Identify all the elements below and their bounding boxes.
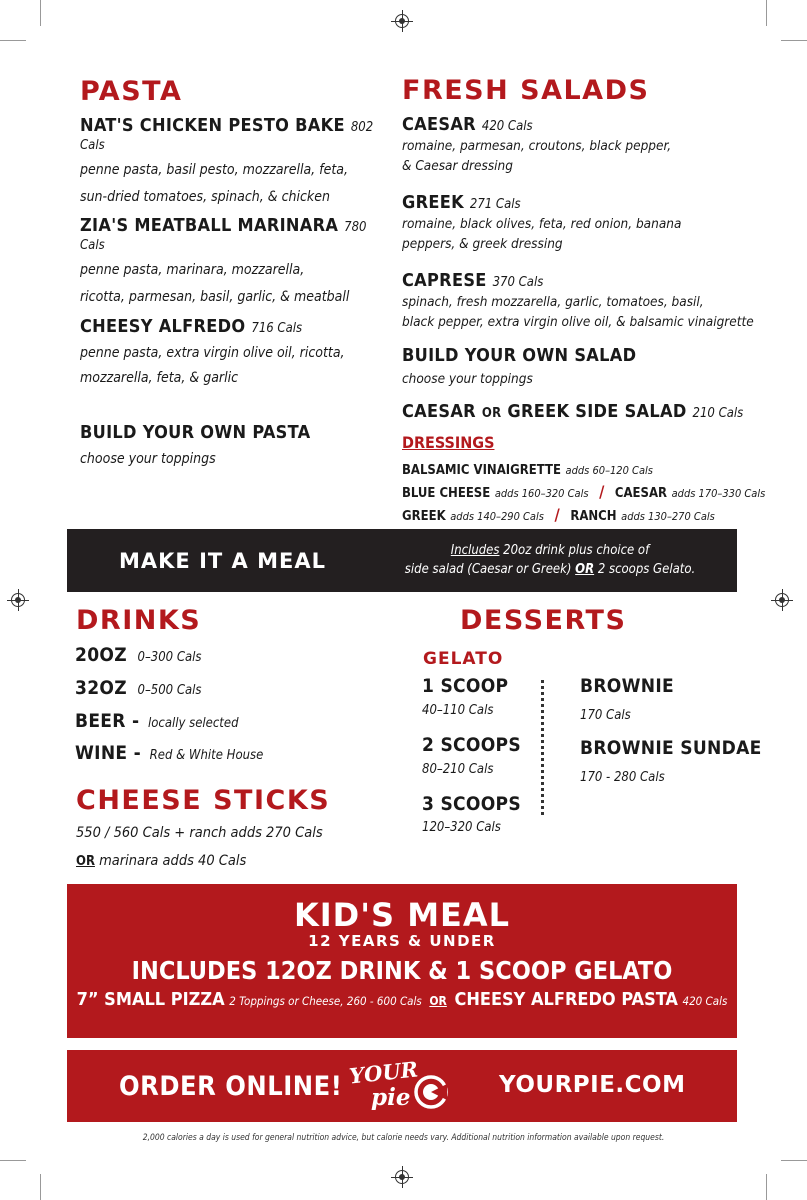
item-name: ZIA'S MEATBALL MARINARA 780 Cals [80,215,367,253]
pasta-item [80,318,390,389]
item-description: romaine, parmesan, croutons, black pepper, [402,138,672,154]
crop-mark [781,1160,807,1161]
cheese-sticks-marinara: OR marinara adds 40 Cals [76,853,247,869]
order-online-banner [67,1050,737,1122]
pasta-heading: PASTA [80,76,183,107]
salad-item [402,347,762,389]
meal-banner [67,529,737,592]
item-description: & Caesar dressing [402,158,513,174]
salad-item [402,194,762,254]
item-name: BUILD YOUR OWN SALAD [402,345,637,366]
drinks-heading: DRINKS [76,605,202,636]
dressing-row: BLUE CHEESE adds 160–320 Cals / CAESAR adds 170–330 Cals [402,482,766,501]
gelato-item: 3 SCOOPS 120–320 Cals [422,793,521,835]
drink-item: BEER - locally selected [75,710,239,732]
registration-mark-icon [395,14,409,28]
dressing-row: BALSAMIC VINAIGRETTE adds 60–120 Cals [402,463,653,478]
item-description: mozzarella, feta, & garlic [80,370,239,386]
item-name: GREEK 271 Cals [402,192,521,213]
dotted-divider [541,680,544,815]
logo-text: YOUR [347,1056,420,1089]
pizza-logo-icon [413,1074,449,1110]
drink-item: 32OZ 0–500 Cals [75,677,202,699]
item-description: choose your toppings [402,371,533,387]
drink-item: WINE - Red & White House [75,742,264,764]
logo-text: pie [371,1084,411,1111]
item-name: CAESAR 420 Cals [402,114,533,135]
side-salad: CAESAR OR GREEK SIDE SALAD 210 Cals [402,401,744,422]
registration-mark-icon [395,1170,409,1184]
drink-item: 20OZ 0–300 Cals [75,644,202,666]
gelato-heading: GELATO [423,649,504,669]
item-cals: 802 Cals [80,120,374,153]
registration-mark-icon [11,593,25,607]
nutrition-disclaimer: 2,000 calories a day is used for general nutrition advice, but calorie needs vary. Additional nutrition information available upon request. [142,1133,665,1143]
item-description: choose your toppings [80,451,216,467]
salad-item [402,272,782,332]
item-cals: 716 Cals [251,321,303,336]
pasta-item [80,424,390,470]
cheese-sticks-cals: 550 / 560 Cals + ranch adds 270 Cals [76,825,323,841]
item-description: penne pasta, marinara, mozzarella, [80,262,305,278]
yourpie-logo [347,1056,457,1114]
item-description: penne pasta, basil pesto, mozzarella, feta, [80,162,349,178]
meal-details: Includes 20oz drink plus choice of side salad (Caesar or Greek) OR 2 scoops Gelato. [404,543,696,577]
kids-meal-banner [67,884,737,1038]
item-cals: 420 Cals [481,119,533,134]
item-description: romaine, black olives, feta, red onion, banana [402,216,682,232]
gelato-item: 2 SCOOPS 80–210 Cals [422,734,521,777]
pasta-item [80,217,390,308]
crop-mark [766,0,767,26]
item-name: BUILD YOUR OWN PASTA [80,422,311,443]
salad-item [402,116,762,176]
item-name: CAPRESE 370 Cals [402,270,544,291]
item-description: penne pasta, extra virgin olive oil, ricotta, [80,345,345,361]
kids-meal-options: 7” SMALL PIZZA 2 Toppings or Cheese, 260 - 600 Cals OR CHEESY ALFREDO PASTA 420 Cals [76,989,728,1010]
item-description: peppers, & greek dressing [402,236,563,252]
kids-meal-title: KID'S MEAL [293,896,511,934]
meal-title: MAKE IT A MEAL [119,549,326,573]
crop-mark [0,1160,26,1161]
crop-mark [0,40,26,41]
item-name: NAT'S CHICKEN PESTO BAKE 802 Cals [80,115,374,153]
order-online-text: ORDER ONLINE! [119,1071,343,1102]
item-cals: 780 Cals [80,220,367,253]
gelato-item: 1 SCOOP 40–110 Cals [422,675,509,718]
crop-mark [781,40,807,41]
pasta-item [80,117,390,208]
website-link[interactable]: YOURPIE.COM [499,1072,686,1098]
crop-mark [766,1174,767,1200]
cheese-sticks-heading: CHEESE STICKS [76,785,331,816]
item-name: CHEESY ALFREDO 716 Cals [80,316,303,337]
dressings-heading: DRESSINGS [402,433,495,452]
item-cals: 271 Cals [469,197,521,212]
dessert-item: BROWNIE SUNDAE 170 - 280 Cals [580,737,762,785]
kids-meal-includes: INCLUDES 12OZ DRINK & 1 SCOOP GELATO [131,956,673,985]
dressing-row: GREEK adds 140–290 Cals / RANCH adds 130–270 Cals [402,505,715,524]
crop-mark [40,1174,41,1200]
registration-mark-icon [775,593,789,607]
item-description: black pepper, extra virgin olive oil, & balsamic vinaigrette [402,314,754,330]
dessert-item: BROWNIE 170 Cals [580,675,675,723]
item-description: ricotta, parmesan, basil, garlic, & meatball [80,289,350,305]
desserts-heading: DESSERTS [460,605,627,636]
salads-heading: FRESH SALADS [402,75,650,106]
crop-mark [40,0,41,26]
item-cals: 370 Cals [492,275,544,290]
item-description: spinach, fresh mozzarella, garlic, tomatoes, basil, [402,294,704,310]
item-description: sun-dried tomatoes, spinach, & chicken [80,189,330,205]
kids-meal-age: 12 YEARS & UNDER [308,932,496,950]
